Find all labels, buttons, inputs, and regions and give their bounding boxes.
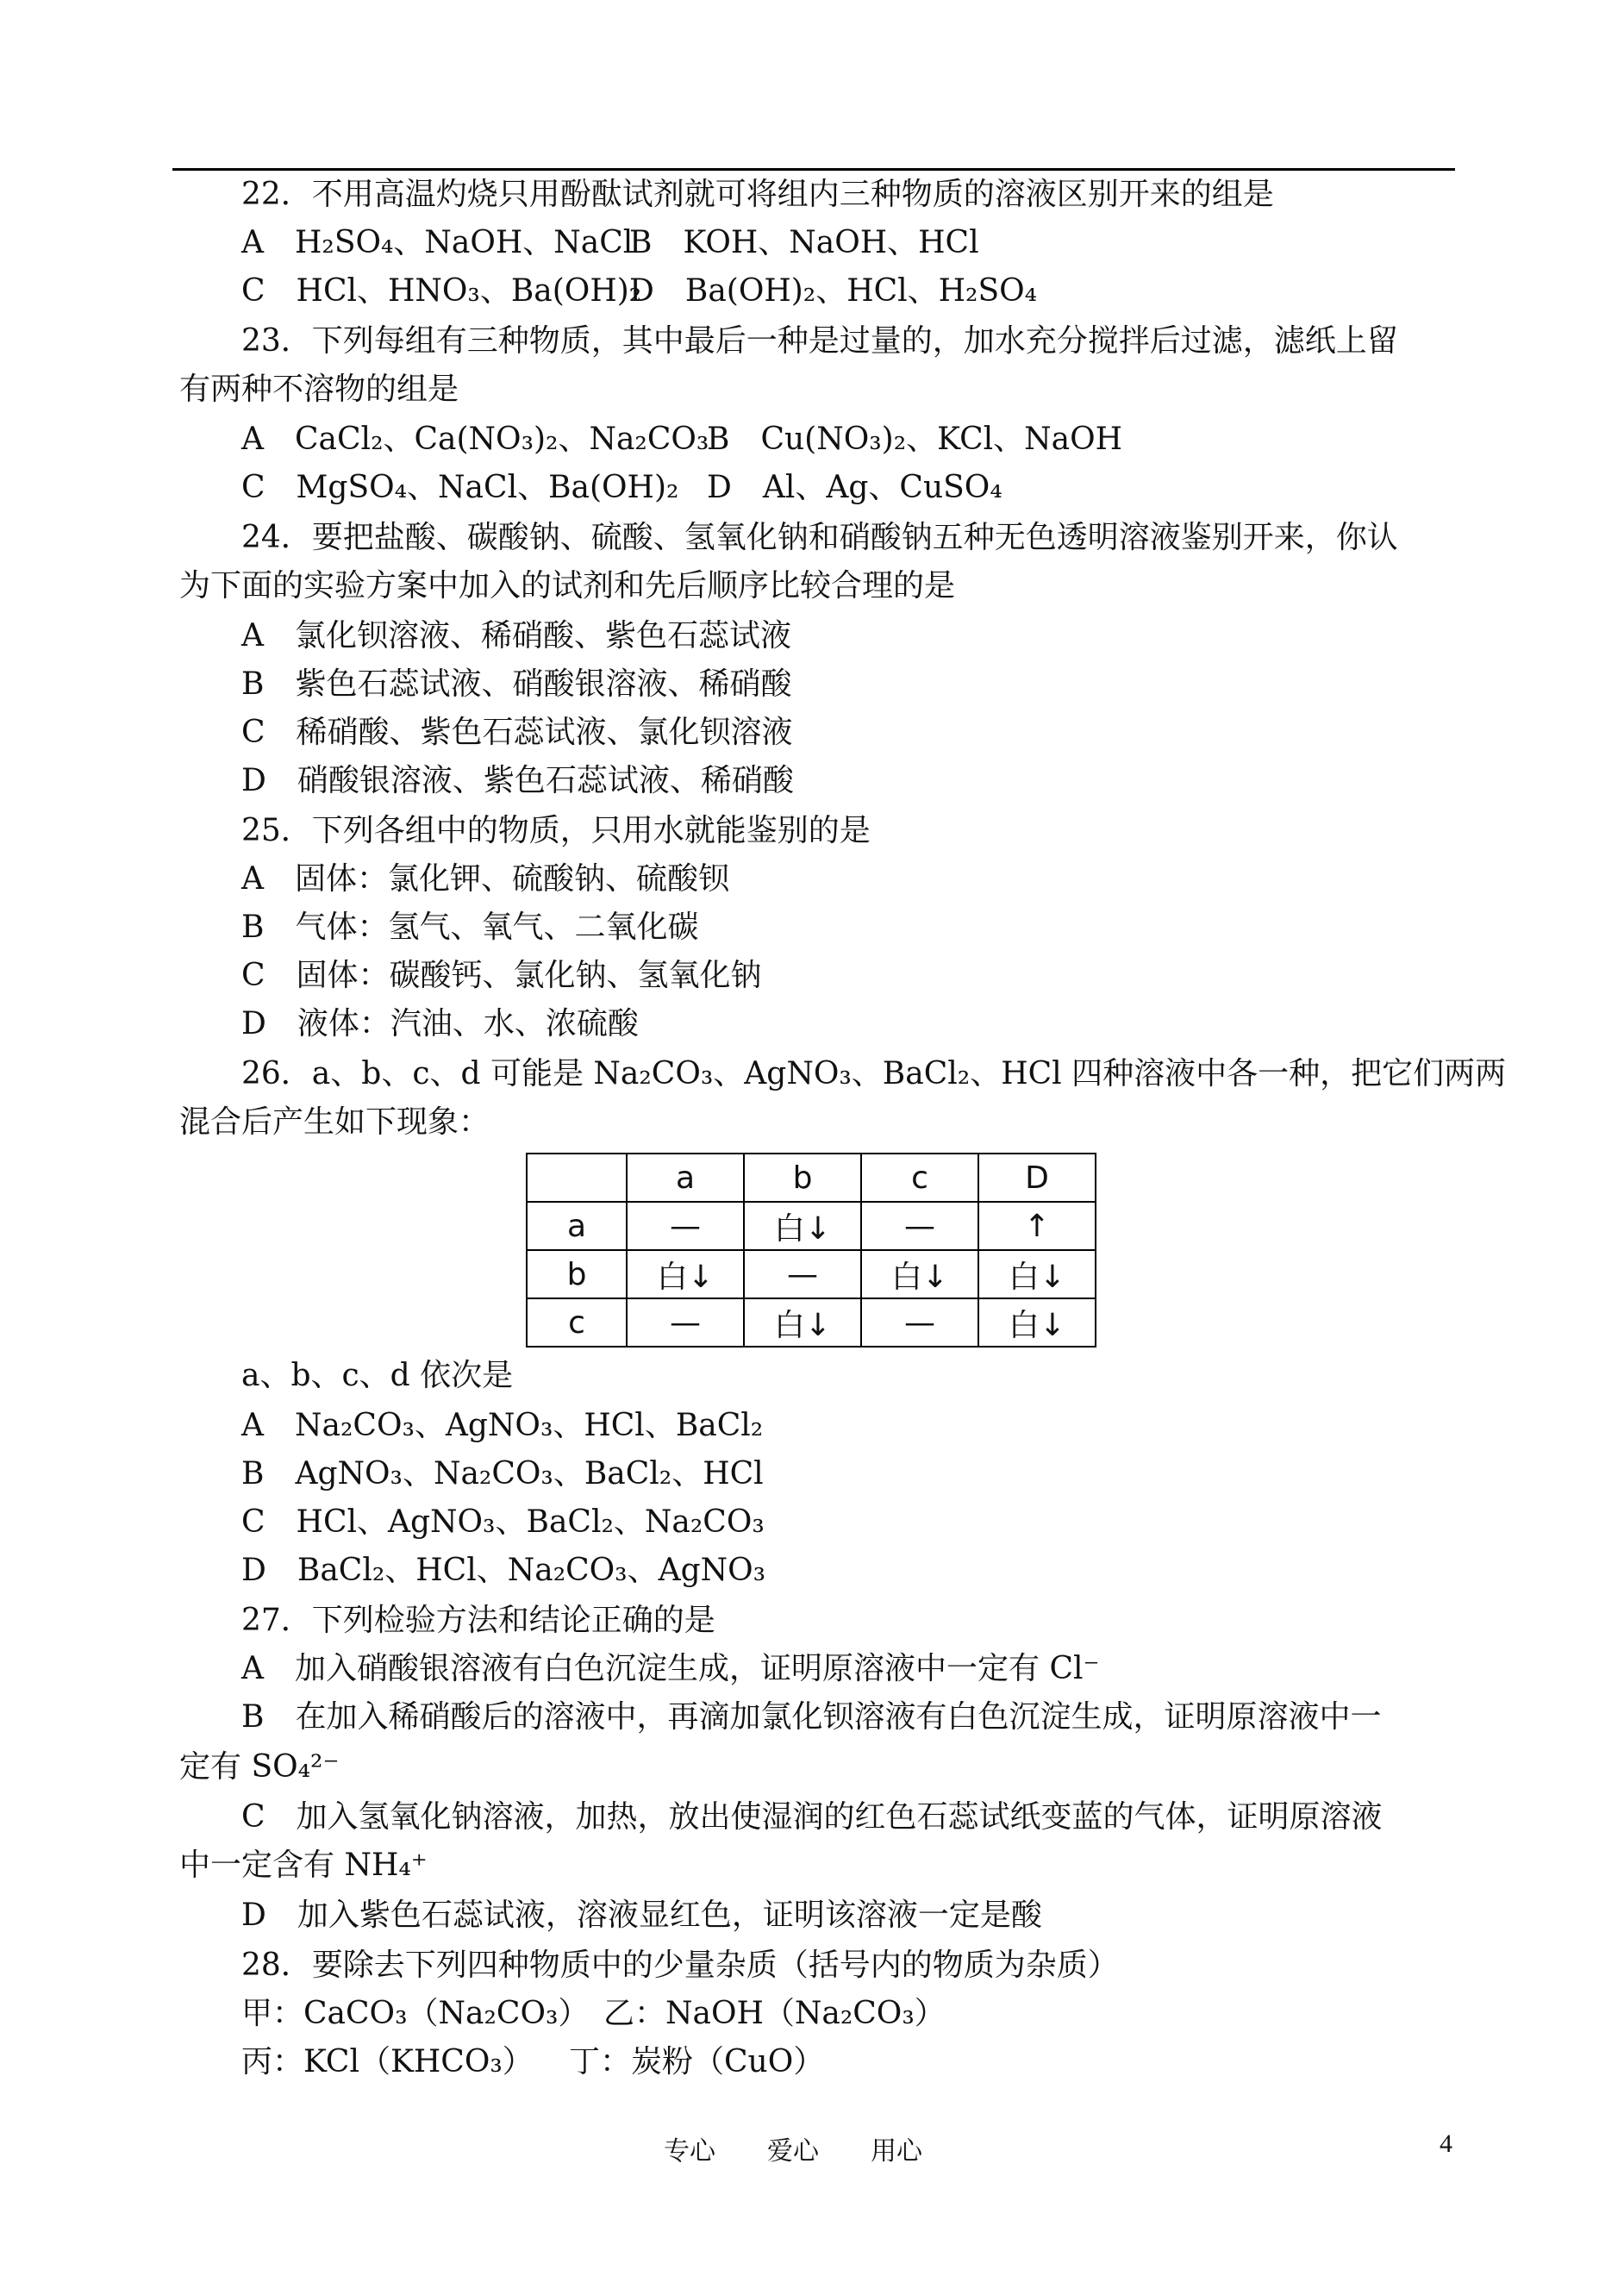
q27-stem: 27．下列检验方法和结论正确的是 <box>241 1603 715 1638</box>
q28-item-ding: 丁：炭粉（CuO） <box>569 2044 825 2079</box>
table-row <box>527 1298 1096 1347</box>
table-cell: 白↓ <box>627 1250 744 1298</box>
q27-option-c-line2: 中一定含有 NH₄⁺ <box>179 1848 428 1883</box>
q25-option-b: B 气体：氢气、氧气、二氧化碳 <box>241 910 699 945</box>
q26-after-text: a、b、c、d 依次是 <box>241 1358 514 1393</box>
q26-option-a: A Na₂CO₃、AgNO₃、HCl、BaCl₂ <box>241 1408 764 1443</box>
table-cell: a <box>527 1202 627 1250</box>
q27-option-b-line1: B 在加入稀硝酸后的溶液中，再滴加氯化钡溶液有白色沉淀生成，证明原溶液中一 <box>241 1699 1382 1735</box>
table-cell: c <box>527 1298 627 1347</box>
q25-option-c: C 固体：碳酸钙、氯化钠、氢氧化钠 <box>241 958 762 993</box>
q23-option-a: A CaCl₂、Ca(NO₃)₂、Na₂CO₃ <box>241 422 709 457</box>
q26-option-d: D BaCl₂、HCl、Na₂CO₃、AgNO₃ <box>241 1553 766 1588</box>
page-number: 4 <box>1440 2129 1452 2158</box>
q23-option-c: C MgSO₄、NaCl、Ba(OH)₂ <box>241 470 679 505</box>
table-cell: 白↓ <box>978 1298 1096 1347</box>
table-cell: — <box>627 1298 744 1347</box>
table-header-row <box>527 1154 1096 1202</box>
q27-option-b-line2: 定有 SO₄²⁻ <box>179 1749 340 1785</box>
q27-option-a: A 加入硝酸银溶液有白色沉淀生成，证明原溶液中一定有 Cl⁻ <box>241 1651 1100 1686</box>
q26-option-c: C HCl、AgNO₃、BaCl₂、Na₂CO₃ <box>241 1504 765 1540</box>
q24-option-a: A 氯化钡溶液、稀硝酸、紫色石蕊试液 <box>241 618 791 653</box>
table-cell: 白↓ <box>861 1250 978 1298</box>
q27-option-c-line1: C 加入氢氧化钠溶液，加热，放出使湿润的红色石蕊试纸变蓝的气体，证明原溶液 <box>241 1799 1383 1835</box>
table-cell: 白↓ <box>744 1202 861 1250</box>
table-cell: — <box>861 1202 978 1250</box>
q24-stem-line1: 24．要把盐酸、碳酸钠、硫酸、氢氧化钠和硝酸钠五种无色透明溶液鉴别开来，你认 <box>241 520 1398 555</box>
q22-option-c: C HCl、HNO₃、Ba(OH)₂ <box>241 273 642 309</box>
q23-option-d: D Al、Ag、CuSO₄ <box>707 470 1003 505</box>
q27-option-d: D 加入紫色石蕊试液，溶液显红色，证明该溶液一定是酸 <box>241 1898 1042 1933</box>
header-rule <box>172 168 1455 171</box>
q26-option-b: B AgNO₃、Na₂CO₃、BaCl₂、HCl <box>241 1456 764 1491</box>
table-cell: 白↓ <box>978 1250 1096 1298</box>
table-cell: 白↓ <box>744 1298 861 1347</box>
q24-stem-line2: 为下面的实验方案中加入的试剂和先后顺序比较合理的是 <box>179 568 956 603</box>
q28-item-bing: 丙：KCl（KHCO₃） <box>241 2044 534 2079</box>
table-header-cell: a <box>627 1154 744 1202</box>
q22-stem: 22．不用高温灼烧只用酚酞试剂就可将组内三种物质的溶液区别开来的组是 <box>241 177 1274 212</box>
q26-stem-line1: 26．a、b、c、d 可能是 Na₂CO₃、AgNO₃、BaCl₂、HCl 四种溶液中各一种，把它们两两 <box>241 1056 1507 1091</box>
q28-item-jia: 甲：CaCO₃（Na₂CO₃） <box>241 1996 590 2031</box>
table-cell: b <box>527 1250 627 1298</box>
table-header-cell: b <box>744 1154 861 1202</box>
q28-stem: 28．要除去下列四种物质中的少量杂质（括号内的物质为杂质） <box>241 1948 1119 1983</box>
footer-motto: 专心 爱心 用心 <box>664 2136 922 2167</box>
q22-option-d: D Ba(OH)₂、HCl、H₂SO₄ <box>629 273 1038 309</box>
q22-option-a: A H₂SO₄、NaOH、NaCl <box>241 225 634 260</box>
table-row <box>527 1250 1096 1298</box>
table-cell: ↑ <box>978 1202 1096 1250</box>
q24-option-d: D 硝酸银溶液、紫色石蕊试液、稀硝酸 <box>241 763 794 798</box>
q28-item-yi: 乙：NaOH（Na₂CO₃） <box>603 1996 946 2031</box>
q25-stem: 25．下列各组中的物质，只用水就能鉴别的是 <box>241 813 871 848</box>
q24-option-b: B 紫色石蕊试液、硝酸银溶液、稀硝酸 <box>241 666 792 702</box>
q23-stem-line1: 23．下列每组有三种物质，其中最后一种是过量的，加水充分搅拌后过滤，滤纸上留 <box>241 323 1398 359</box>
reaction-table <box>526 1153 1096 1348</box>
q25-option-a: A 固体：氯化钾、硫酸钠、硫酸钡 <box>241 861 729 897</box>
q23-option-b: B Cu(NO₃)₂、KCl、NaOH <box>707 422 1123 457</box>
q24-option-c: C 稀硝酸、紫色石蕊试液、氯化钡溶液 <box>241 715 793 750</box>
table-header-cell: D <box>978 1154 1096 1202</box>
table-header-cell <box>527 1154 627 1202</box>
table-row <box>527 1202 1096 1250</box>
table-cell: — <box>744 1250 861 1298</box>
table-header-cell: c <box>861 1154 978 1202</box>
q26-stem-line2: 混合后产生如下现象： <box>179 1104 490 1140</box>
q25-option-d: D 液体：汽油、水、浓硫酸 <box>241 1006 639 1041</box>
q22-option-b: B KOH、NaOH、HCl <box>629 225 979 260</box>
table-cell: — <box>861 1298 978 1347</box>
q23-stem-line2: 有两种不溶物的组是 <box>179 372 459 407</box>
table-cell: — <box>627 1202 744 1250</box>
